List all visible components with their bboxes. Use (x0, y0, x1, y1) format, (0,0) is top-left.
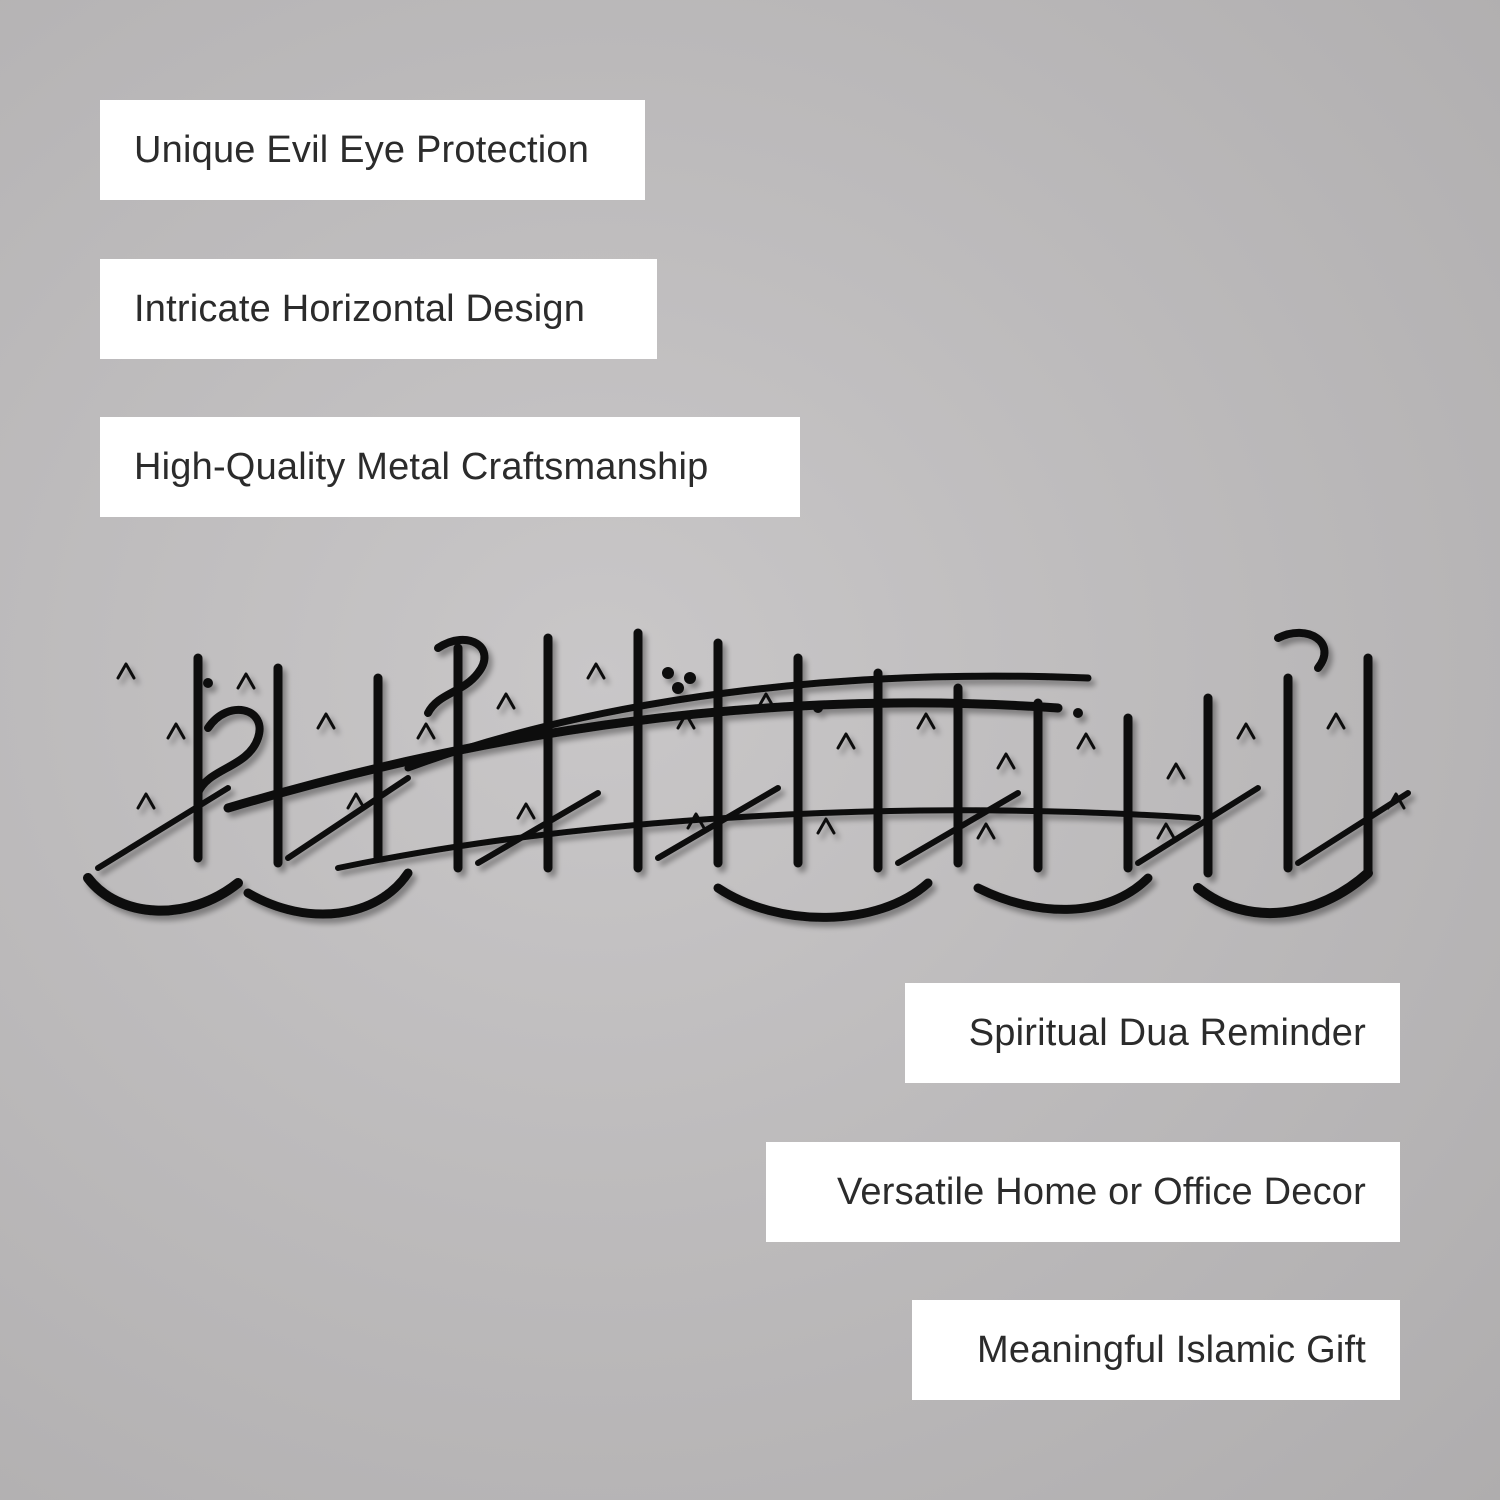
feature-label-islamic-gift: Meaningful Islamic Gift (912, 1300, 1400, 1400)
feature-label-evil-eye-protection: Unique Evil Eye Protection (100, 100, 645, 200)
feature-label-horizontal-design: Intricate Horizontal Design (100, 259, 657, 359)
metal-calligraphy-wall-art (78, 618, 1428, 948)
feature-label-metal-craftsmanship: High-Quality Metal Craftsmanship (100, 417, 800, 517)
feature-label-home-office-decor: Versatile Home or Office Decor (766, 1142, 1400, 1242)
feature-label-spiritual-dua-reminder: Spiritual Dua Reminder (905, 983, 1400, 1083)
